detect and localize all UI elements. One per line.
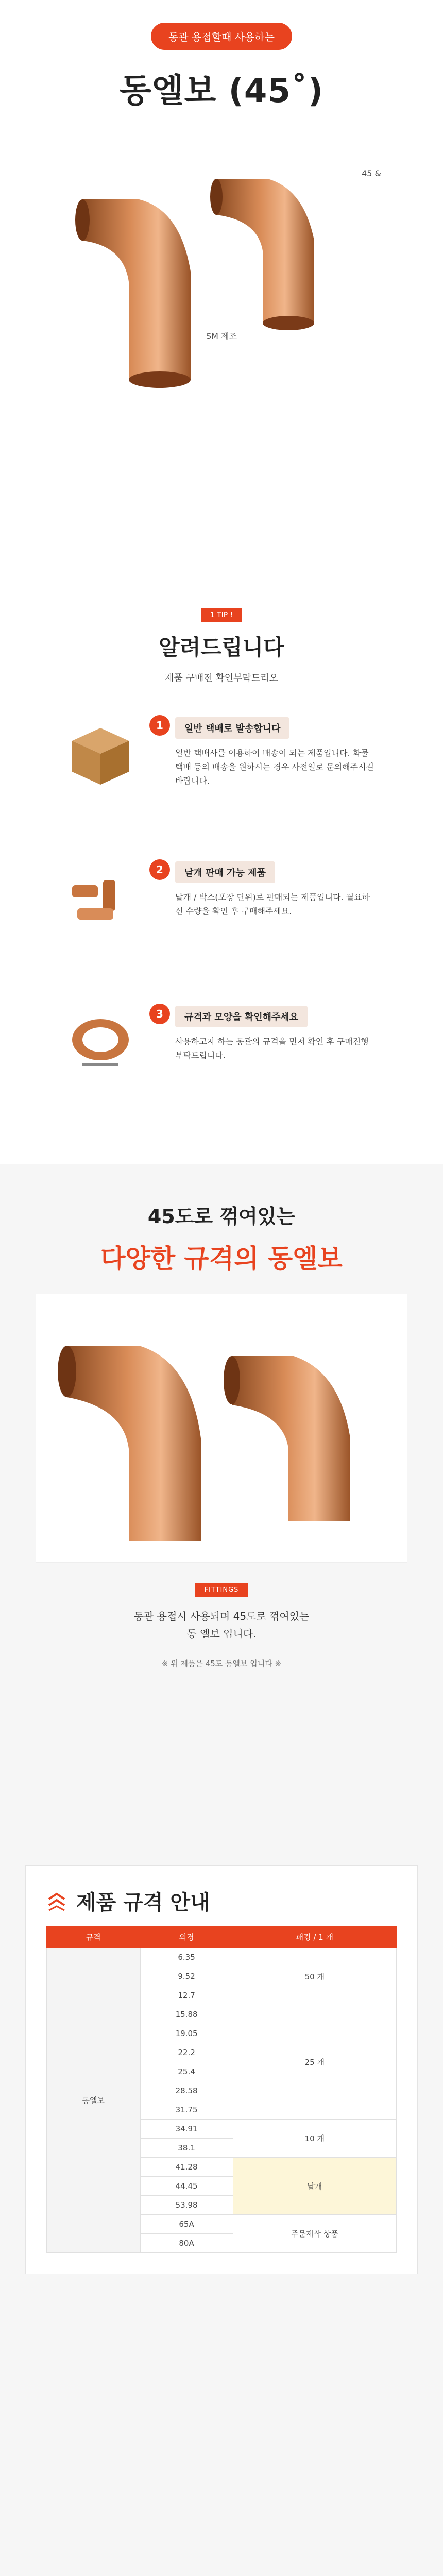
tip-body: 낱개 / 박스(포장 단위)로 판매되는 제품입니다. 필요하신 수량을 확인 후 구매해주세요.	[175, 892, 370, 917]
spec-size: 28.58	[140, 2081, 233, 2100]
variety-section	[0, 1164, 443, 1865]
variety-title: 45도로 꺾여있는	[147, 1205, 296, 1228]
spec-size: 80A	[140, 2234, 233, 2253]
spec-size: 53.98	[140, 2196, 233, 2215]
spec-size: 19.05	[140, 2024, 233, 2043]
spec-size: 9.52	[140, 1967, 233, 1986]
spec-pack: 50 개	[233, 1948, 396, 2005]
spec-size: 12.7	[140, 1986, 233, 2005]
copper-elbow-pair-image	[62, 138, 381, 416]
spec-pack: 10 개	[233, 2120, 396, 2158]
spec-size: 22.2	[140, 2043, 233, 2062]
spec-size: 15.88	[140, 2005, 233, 2024]
spec-col-header: 패킹 / 1 개	[233, 1926, 396, 1948]
spec-col-header: 규격	[47, 1926, 141, 1948]
variety-note: ※ 위 제품은 45도 동엘보 입니다 ※	[161, 1659, 282, 1668]
spec-pack: 주문제작 상품	[233, 2215, 396, 2253]
spec-size: 25.4	[140, 2062, 233, 2081]
spec-title: 제품 규격 안내	[76, 1891, 210, 1914]
tip-body: 일반 택배사를 이용하여 배송이 되는 제품입니다. 화물택배 등의 배송을 원하시는 경우 사전일로 문의해주시길 바랍니다.	[175, 748, 374, 786]
hero-product-image	[0, 132, 443, 421]
tip-title: 알려드립니다	[159, 635, 284, 660]
spec-pack: 낱개	[233, 2158, 396, 2215]
tip-heading: 규격과 모양을 확인해주세요	[175, 1006, 308, 1027]
dimension-label: 45 &	[362, 168, 381, 178]
pipe-ring-icon	[62, 1004, 139, 1081]
manufacturer-label: SM 제조	[206, 331, 237, 341]
fittings-badge: FITTINGS	[195, 1583, 248, 1597]
hero-section	[0, 0, 443, 577]
tip-item	[62, 859, 381, 973]
spec-size: 38.1	[140, 2139, 233, 2158]
tip-item	[62, 715, 381, 828]
spec-table	[46, 1926, 397, 2253]
spec-size: 34.91	[140, 2120, 233, 2139]
spec-size: 65A	[140, 2215, 233, 2234]
spec-row	[47, 1948, 397, 1967]
tip-badge: 1 TIP !	[201, 608, 243, 622]
spec-col-header: 외경	[140, 1926, 233, 1948]
hero-pill: 동관 용접할때 사용하는	[151, 23, 292, 50]
hero-title: 동엘보 (45˚)	[119, 72, 324, 110]
chevron-stack-icon	[46, 1891, 67, 1911]
tip-subtitle: 제품 구매전 확인부탁드리오	[164, 673, 279, 684]
tip-number: 3	[149, 1004, 170, 1024]
spec-box	[25, 1865, 418, 2274]
variety-highlight-title: 다양한 규격의 동엘보	[100, 1244, 343, 1274]
product-photo	[36, 1294, 407, 1563]
copper-elbow-photo	[36, 1294, 407, 1562]
tip-item	[62, 1004, 381, 1117]
variety-description: 동관 용접시 사용되며 45도로 꺾여있는 동 엘보 입니다.	[133, 1610, 310, 1640]
spec-category: 동엘보	[47, 1948, 141, 2253]
tip-number: 2	[149, 859, 170, 880]
tip-body: 사용하고자 하는 동관의 규격을 먼저 확인 후 구매진행 부탁드립니다.	[175, 1037, 369, 1061]
spec-size: 44.45	[140, 2177, 233, 2196]
spec-header	[26, 1866, 417, 1926]
spec-size: 6.35	[140, 1948, 233, 1967]
tip-heading: 낱개 판매 가능 제품	[175, 861, 275, 883]
spec-table-body	[47, 1948, 397, 2253]
spec-size: 31.75	[140, 2100, 233, 2120]
box-icon	[62, 715, 139, 792]
tip-number: 1	[149, 715, 170, 736]
spec-section	[0, 1865, 443, 2576]
tip-section	[0, 577, 443, 1164]
copper-fittings-icon	[62, 859, 139, 937]
spec-pack: 25 개	[233, 2005, 396, 2120]
tip-heading: 일반 택배로 발송합니다	[175, 717, 289, 739]
spec-size: 41.28	[140, 2158, 233, 2177]
